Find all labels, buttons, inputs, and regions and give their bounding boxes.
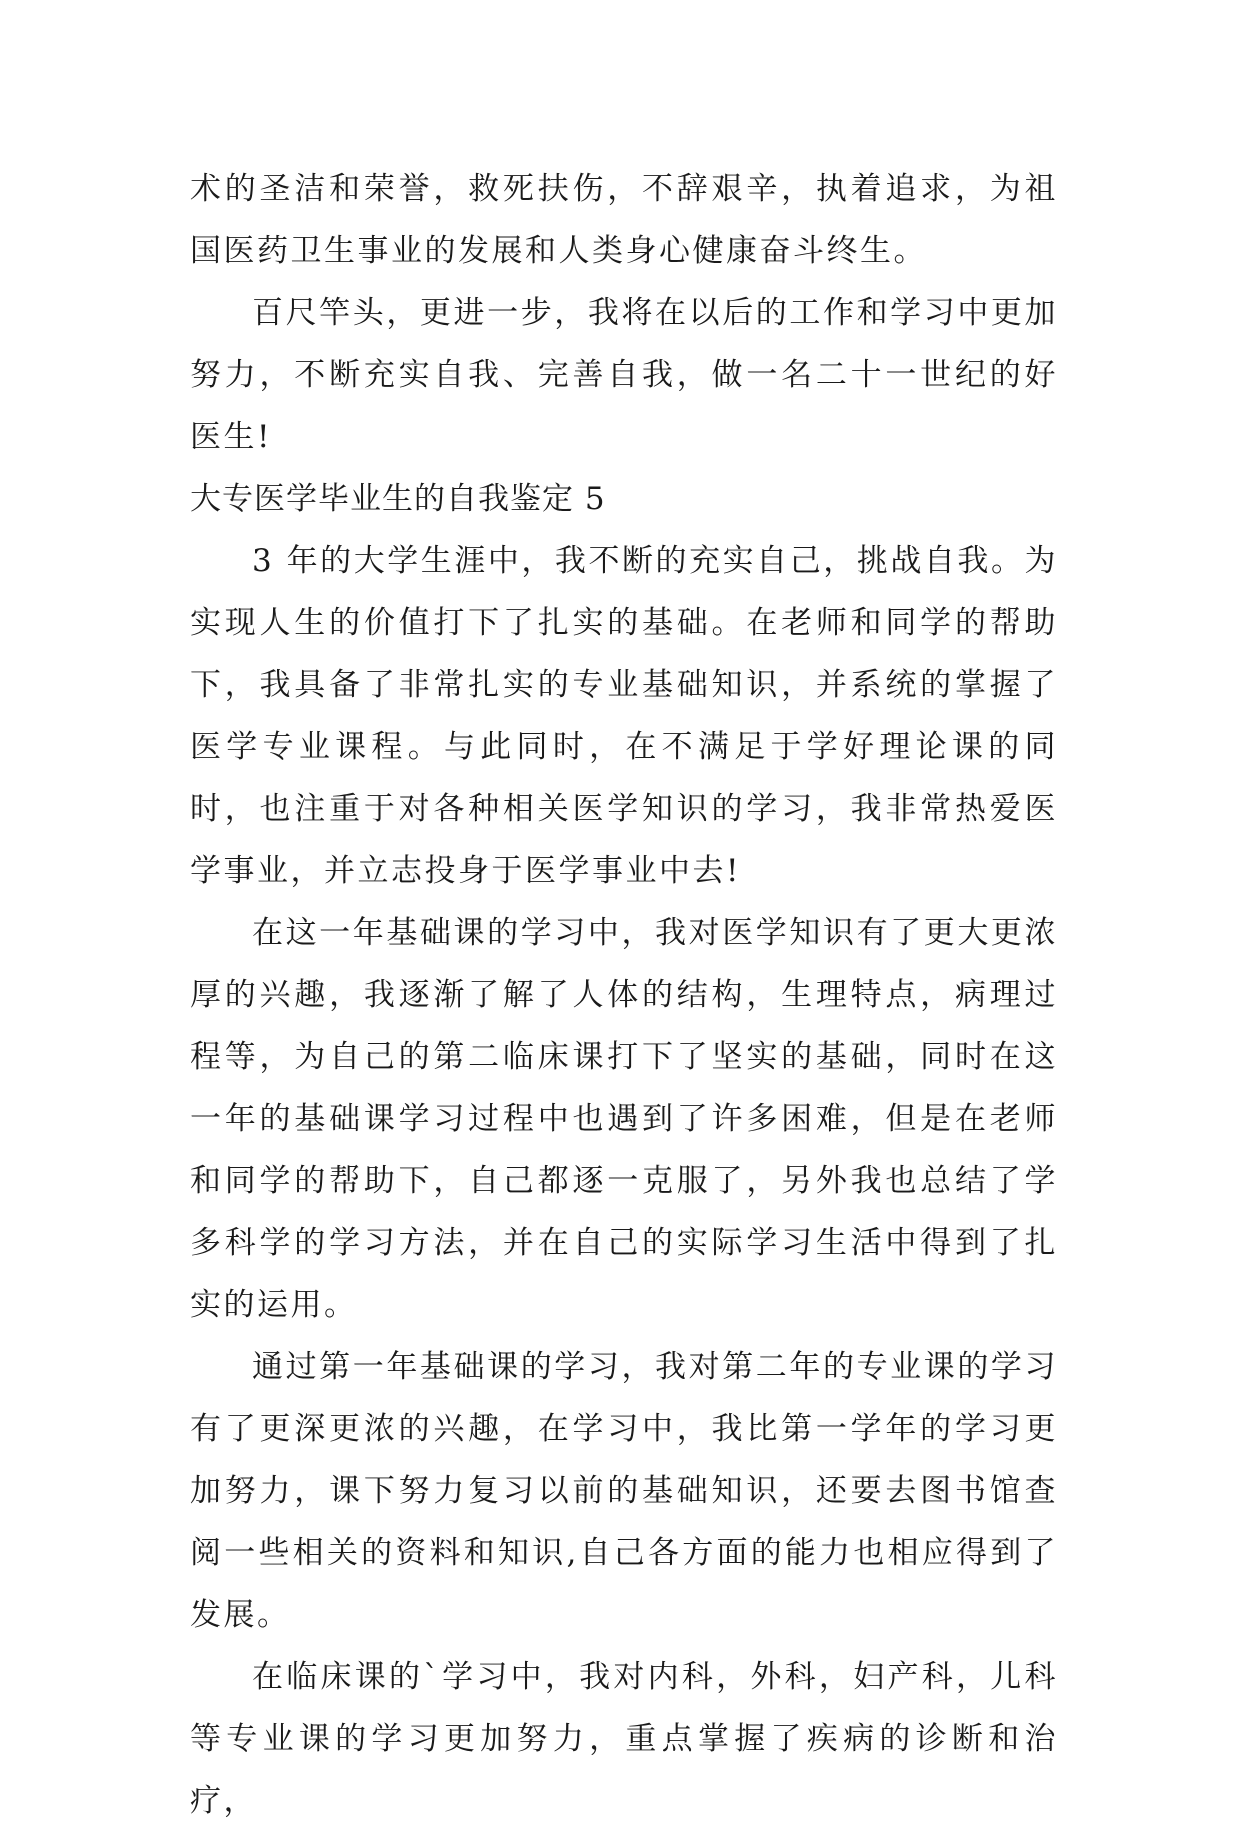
paragraph-continuation: 术的圣洁和荣誉，救死扶伤，不辞艰辛，执着追求，为祖国医药卫生事业的发展和人类身心健康奋斗终生。 xyxy=(190,171,1058,269)
paragraph-3: 通过第一年基础课的学习，我对第二年的专业课的学习有了更深更浓的兴趣，在学习中，我比第一学年的学习更加努力，课下努力复习以前的基础知识，还要去图书馆查阅一些相关的资料和知识,自己各方面的能力也相应得到了发展。 xyxy=(190,1349,1058,1633)
paragraph-2: 在这一年基础课的学习中，我对医学知识有了更大更浓厚的兴趣，我逐渐了解了人体的结构，生理特点，病理过程等，为自己的第二临床课打下了坚实的基础，同时在这一年的基础课学习过程中也遇到了许多困难，但是在老师和同学的帮助下，自己都逐一克服了，另外我也总结了学多科学的学习方法，并在自己的实际学习生活中得到了扎实的运用。 xyxy=(190,915,1058,1323)
paragraph-4: 在临床课的`学习中，我对内科，外科，妇产科，儿科等专业课的学习更加努力，重点掌握了疾病的诊断和治疗， xyxy=(190,1659,1058,1819)
document-body xyxy=(190,158,1058,1832)
section-heading: 大专医学毕业生的自我鉴定 5 xyxy=(190,481,606,517)
paragraph-closing: 百尺竿头，更进一步，我将在以后的工作和学习中更加努力，不断充实自我、完善自我，做一名二十一世纪的好医生! xyxy=(190,295,1058,455)
paragraph-1: 3 年的大学生涯中，我不断的充实自己，挑战自我。为实现人生的价值打下了扎实的基础。在老师和同学的帮助下，我具备了非常扎实的专业基础知识，并系统的掌握了医学专业课程。与此同时，在不满足于学好理论课的同时，也注重于对各种相关医学知识的学习，我非常热爱医学事业，并立志投身于医学事业中去! xyxy=(190,543,1058,889)
